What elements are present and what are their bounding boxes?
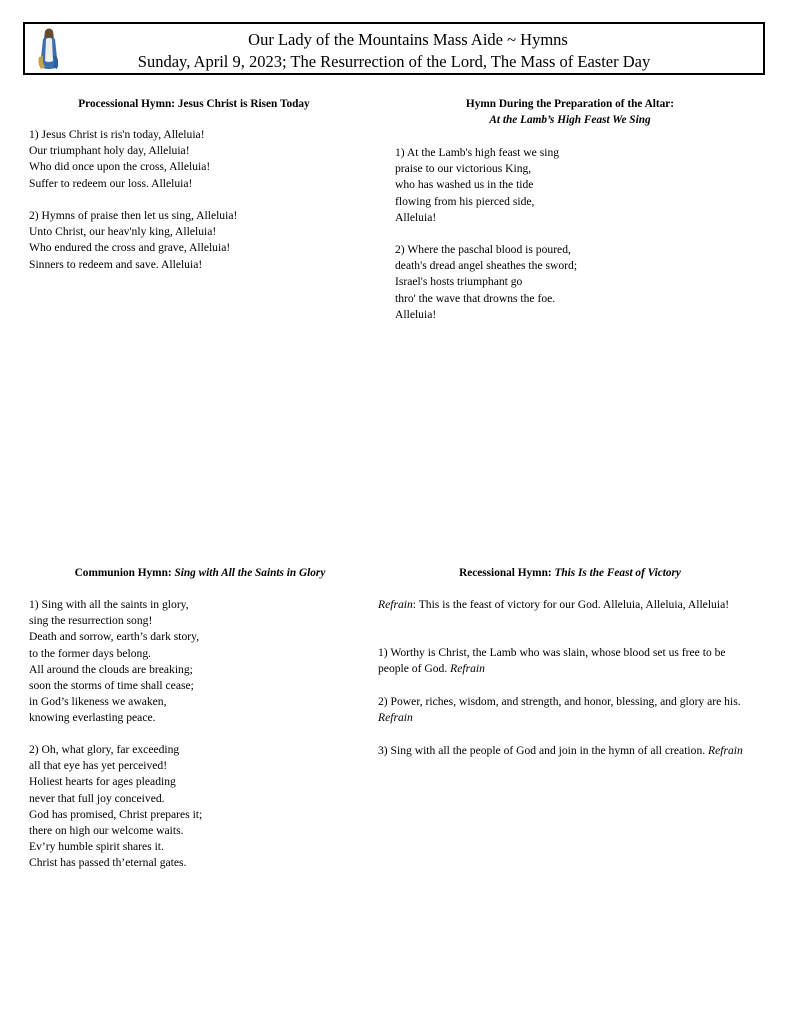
verse-text: 3) Sing with all the people of God and join in the hymn of all creation. [378,744,709,757]
communion-heading [40,565,360,581]
verse-line: 2) Hymns of praise then let us sing, Alleluia! [29,209,238,222]
header-subtitle: Sunday, April 9, 2023; The Resurrection of the Lord, The Mass of Easter Day [137,52,651,71]
refrain-tag: Refrain [450,662,485,676]
preparation-verse-1 [395,145,559,226]
verse-text: 1) Worthy is Christ, the Lamb who was slain, whose blood set us free to be people of God. [378,646,726,676]
recessional-verse-2 [378,694,756,726]
communion-title: Sing with All the Saints in Glory [174,567,326,579]
verse-line: Our triumphant holy day, Alleluia! [29,144,190,158]
preparation-heading [410,96,730,128]
verse-line: in God’s likeness we awaken, [29,695,167,709]
verse-line: Death and sorrow, earth’s dark story, [29,630,200,644]
verse-line: Who did once upon the cross, Alleluia! [29,160,211,174]
verse-line: to the former days belong. [29,646,152,660]
recessional-verse-1 [378,645,756,677]
verse-line: God has promised, Christ prepares it; [29,807,203,821]
communion-verse-1 [29,597,199,727]
verse-line: Sinners to redeem and save. Alleluia! [29,257,203,271]
processional-verse-1 [29,127,210,192]
refrain-tag: Refrain [708,744,743,757]
preparation-label: Hymn During the Preparation of the Altar: [465,98,675,110]
verse-line: praise to our victorious King, [395,162,532,176]
communion-verse-2 [29,742,202,872]
verse-line: 1) Jesus Christ is ris'n today, Alleluia! [29,128,205,141]
recessional-refrain [378,597,756,613]
refrain-label: Refrain [378,598,413,611]
verse-line: 1) At the Lamb's high feast we sing [395,146,560,159]
recessional-heading [410,565,730,581]
page-header [23,22,765,75]
verse-line: Suffer to redeem our loss. Alleluia! [29,176,193,190]
verse-line: all that eye has yet perceived! [29,759,168,773]
verse-line: thro' the wave that drowns the foe. [395,291,556,305]
verse-line: death's dread angel sheathes the sword; [395,259,578,273]
verse-line: who has washed us in the tide [395,178,534,192]
verse-line: Christ has passed th’eternal gates. [29,856,187,870]
verse-line: Alleluia! [395,307,437,321]
processional-verse-2 [29,208,237,273]
recessional-label: Recessional Hymn: [459,567,555,579]
verse-line: 2) Oh, what glory, far exceeding [29,743,180,756]
preparation-title: At the Lamb’s High Feast We Sing [489,114,651,126]
preparation-verse-2 [395,242,577,323]
verse-line: Israel's hosts triumphant go [395,275,523,289]
verse-line: All around the clouds are breaking; [29,662,193,676]
verse-line: 2) Where the paschal blood is poured, [395,243,571,256]
verse-line: 1) Sing with all the saints in glory, [29,598,189,611]
verse-line: knowing everlasting peace. [29,711,156,725]
verse-text: 2) Power, riches, wisdom, and strength, and honor, blessing, and glory are his. [378,695,741,708]
verse-line: Ev’ry humble spirit shares it. [29,840,164,854]
verse-line: sing the resurrection song! [29,614,153,628]
processional-heading [42,96,346,112]
verse-line: soon the storms of time shall cease; [29,679,194,693]
refrain-text: : This is the feast of victory for our God. Alleluia, Alleluia, Alleluia! [412,598,730,611]
verse-line: flowing from his pierced side, [395,194,535,208]
verse-line: Alleluia! [395,210,437,224]
recessional-title: This Is the Feast of Victory [554,567,681,579]
verse-line: never that full joy conceived. [29,791,165,805]
communion-label: Communion Hymn: [74,567,175,579]
recessional-verse-3 [378,743,756,759]
processional-label: Processional Hymn: Jesus Christ is Risen Today [78,98,310,110]
verse-line: Unto Christ, our heav'nly king, Alleluia! [29,225,217,239]
header-title: Our Lady of the Mountains Mass Aide ~ Hymns [248,30,568,49]
refrain-tag: Refrain [378,711,413,725]
verse-line: there on high our welcome waits. [29,824,184,838]
verse-line: Holiest hearts for ages pleading [29,775,176,789]
verse-line: Who endured the cross and grave, Alleluia! [29,241,231,255]
